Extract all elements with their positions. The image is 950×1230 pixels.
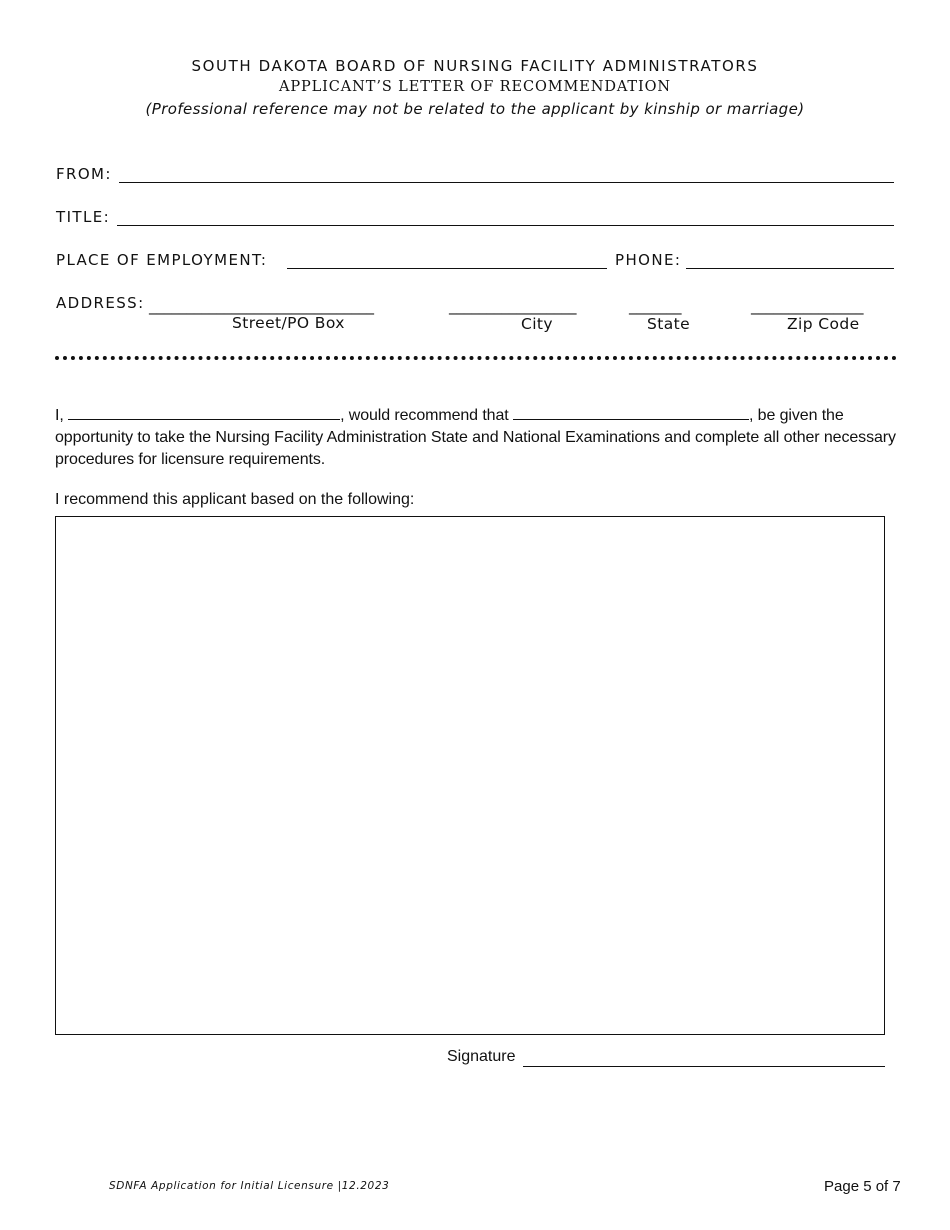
recommendation-text-box[interactable] [55, 516, 885, 1035]
section-divider [55, 356, 897, 360]
address-zip-field[interactable]: _______________ [751, 297, 864, 315]
recommendation-statement [55, 405, 905, 471]
employment-field[interactable] [287, 268, 607, 269]
form-title: APPLICANT’S LETTER OF RECOMMENDATION [278, 79, 672, 95]
statement-prefix: I, [55, 407, 64, 424]
from-field[interactable] [119, 182, 894, 183]
recommender-name-field[interactable] [68, 405, 340, 420]
applicant-name-field[interactable] [513, 405, 749, 420]
basis-label: I recommend this applicant based on the following: [55, 491, 415, 508]
employment-label: PLACE OF EMPLOYMENT: [56, 251, 268, 269]
street-sublabel: Street/PO Box [232, 314, 345, 332]
from-label: FROM: [56, 165, 112, 183]
address-city-field[interactable]: _________________ [449, 297, 577, 315]
address-state-field[interactable]: _______ [629, 297, 682, 315]
page-number: Page 5 of 7 [824, 1178, 901, 1195]
signature-field[interactable] [523, 1066, 885, 1067]
document-title: SOUTH DAKOTA BOARD OF NURSING FACILITY ADMINISTRATORS [191, 57, 759, 75]
address-label: ADDRESS: [56, 294, 145, 312]
title-label: TITLE: [56, 208, 111, 226]
title-field[interactable] [117, 225, 894, 226]
city-sublabel: City [521, 315, 553, 333]
state-sublabel: State [647, 315, 691, 333]
signature-label: Signature [447, 1048, 516, 1065]
zip-sublabel: Zip Code [787, 315, 860, 333]
statement-rest: , be given the opportunity to take the Nursing Facility Administration State and National Examinations and complete all other necessary procedures for licensure requirements. [55, 407, 896, 468]
form-subtitle-note: (Professional reference may not be related to the applicant by kinship or marriage) [145, 100, 805, 118]
footer-form-id: SDNFA Application for Initial Licensure |12.2023 [109, 1180, 390, 1192]
phone-field[interactable] [686, 268, 894, 269]
statement-middle: , would recommend that [340, 407, 509, 424]
phone-label: PHONE: [615, 251, 682, 269]
address-street-field[interactable]: ______________________________ [149, 297, 374, 315]
